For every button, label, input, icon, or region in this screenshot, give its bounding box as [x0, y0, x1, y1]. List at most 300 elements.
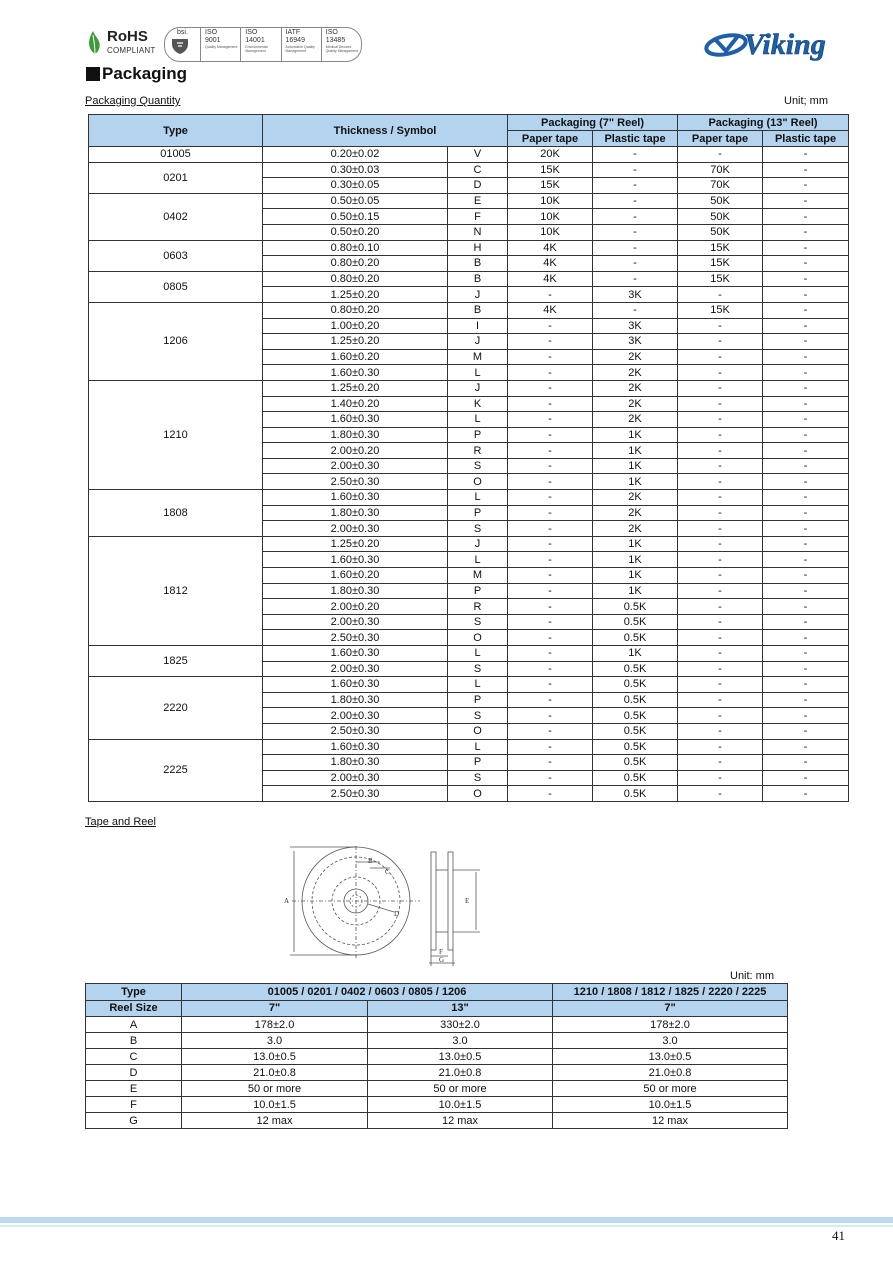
reel7-paper-cell: 4K [508, 240, 593, 256]
reel13-plastic-cell: - [763, 490, 849, 506]
thickness-cell: 1.60±0.30 [263, 739, 448, 755]
reel-size-13-group1: 13" [368, 1000, 553, 1017]
reel7-paper-cell: - [508, 661, 593, 677]
reel13-plastic-cell: - [763, 755, 849, 771]
reel13-paper-cell: - [678, 443, 763, 459]
thickness-cell: 2.50±0.30 [263, 786, 448, 802]
reel7-plastic-cell: 0.5K [593, 692, 678, 708]
table-row [89, 240, 849, 256]
reel7-paper-cell: - [508, 646, 593, 662]
dim-label-a: A [284, 897, 290, 905]
reel7-paper-cell: 15K [508, 178, 593, 194]
reel-col-type: Type [86, 984, 182, 1001]
thickness-cell: 0.30±0.03 [263, 162, 448, 178]
symbol-cell: L [448, 646, 508, 662]
group1-7in-cell: 21.0±0.8 [182, 1065, 368, 1081]
symbol-cell: L [448, 365, 508, 381]
group1-7in-cell: 10.0±1.5 [182, 1097, 368, 1113]
reel7-plastic-cell: 0.5K [593, 614, 678, 630]
symbol-cell: B [448, 256, 508, 272]
reel13-paper-cell: - [678, 458, 763, 474]
symbol-cell: F [448, 209, 508, 225]
rohs-badge [86, 27, 156, 59]
type-cell: 01005 [89, 147, 263, 163]
bsi-cert [165, 28, 201, 61]
reel7-paper-cell: 15K [508, 162, 593, 178]
reel13-plastic-cell: - [763, 256, 849, 272]
reel13-plastic-cell: - [763, 661, 849, 677]
section-title-text: Packaging [102, 64, 188, 83]
thickness-cell: 1.60±0.30 [263, 646, 448, 662]
reel13-paper-cell: - [678, 334, 763, 350]
symbol-cell: L [448, 490, 508, 506]
symbol-cell: O [448, 474, 508, 490]
reel7-paper-cell: - [508, 505, 593, 521]
reel7-plastic-cell: 0.5K [593, 677, 678, 693]
leaf-icon [86, 29, 104, 55]
reel13-plastic-cell: - [763, 334, 849, 350]
reel7-paper-cell: - [508, 536, 593, 552]
reel13-paper-cell: - [678, 474, 763, 490]
cert-desc: Quality Management [205, 45, 238, 49]
reel7-plastic-cell: 2K [593, 349, 678, 365]
table-row [86, 1065, 788, 1081]
reel13-plastic-cell: - [763, 599, 849, 615]
reel7-plastic-cell: 2K [593, 380, 678, 396]
reel7-plastic-cell: - [593, 240, 678, 256]
symbol-cell: S [448, 770, 508, 786]
reel7-plastic-cell: - [593, 224, 678, 240]
reel7-plastic-cell: 0.5K [593, 630, 678, 646]
thickness-cell: 1.80±0.30 [263, 755, 448, 771]
table-row [86, 1113, 788, 1129]
symbol-cell: V [448, 147, 508, 163]
symbol-cell: B [448, 271, 508, 287]
footer-bar [0, 1217, 893, 1223]
reel7-paper-cell: - [508, 521, 593, 537]
table-row [89, 193, 849, 209]
reel7-paper-cell: - [508, 583, 593, 599]
reel13-paper-cell: - [678, 552, 763, 568]
type-cell: 0805 [89, 271, 263, 302]
group1-13in-cell: 50 or more [368, 1081, 553, 1097]
reel7-paper-cell: - [508, 568, 593, 584]
table-row [89, 271, 849, 287]
dim-label-b: B [368, 857, 373, 865]
group1-13in-cell: 21.0±0.8 [368, 1065, 553, 1081]
thickness-cell: 0.50±0.20 [263, 224, 448, 240]
reel7-plastic-cell: - [593, 147, 678, 163]
symbol-cell: M [448, 568, 508, 584]
reel13-paper-cell: - [678, 396, 763, 412]
reel-unit: Unit: mm [730, 970, 774, 982]
reel7-paper-cell: - [508, 739, 593, 755]
reel13-plastic-cell: - [763, 271, 849, 287]
reel7-plastic-cell: 0.5K [593, 770, 678, 786]
symbol-cell: O [448, 630, 508, 646]
reel13-plastic-cell: - [763, 583, 849, 599]
dimension-cell: C [86, 1049, 182, 1065]
symbol-cell: J [448, 334, 508, 350]
reel7-paper-cell: - [508, 770, 593, 786]
reel7-paper-cell: - [508, 599, 593, 615]
reel7-plastic-cell: - [593, 178, 678, 194]
reel13-paper-cell: - [678, 723, 763, 739]
reel7-plastic-cell: 2K [593, 490, 678, 506]
reel-col-group2: 1210 / 1808 / 1812 / 1825 / 2220 / 2225 [553, 984, 788, 1001]
reel13-plastic-cell: - [763, 739, 849, 755]
symbol-cell: L [448, 677, 508, 693]
thickness-cell: 1.00±0.20 [263, 318, 448, 334]
symbol-cell: L [448, 412, 508, 428]
reel7-paper-cell: 10K [508, 209, 593, 225]
reel13-paper-cell: - [678, 646, 763, 662]
reel7-plastic-cell: 1K [593, 474, 678, 490]
thickness-cell: 2.50±0.30 [263, 474, 448, 490]
reel-col-group1: 01005 / 0201 / 0402 / 0603 / 0805 / 1206 [182, 984, 553, 1001]
reel13-paper-cell: 15K [678, 256, 763, 272]
symbol-cell: P [448, 583, 508, 599]
reel13-paper-cell: - [678, 739, 763, 755]
reel13-paper-cell: - [678, 755, 763, 771]
reel13-plastic-cell: - [763, 209, 849, 225]
reel7-plastic-cell: 2K [593, 365, 678, 381]
reel13-plastic-cell: - [763, 677, 849, 693]
group1-13in-cell: 12 max [368, 1113, 553, 1129]
col-reel-13: Packaging (13" Reel) [678, 115, 849, 131]
reel13-paper-cell: - [678, 661, 763, 677]
reel7-plastic-cell: - [593, 256, 678, 272]
reel13-paper-cell: 70K [678, 162, 763, 178]
reel13-paper-cell: - [678, 147, 763, 163]
reel13-plastic-cell: - [763, 536, 849, 552]
reel-dimensions-body [86, 1017, 788, 1129]
symbol-cell: S [448, 661, 508, 677]
table-row [86, 1017, 788, 1033]
thickness-cell: 1.60±0.30 [263, 365, 448, 381]
reel7-paper-cell: - [508, 396, 593, 412]
reel13-plastic-cell: - [763, 412, 849, 428]
reel13-paper-cell: - [678, 568, 763, 584]
reel7-plastic-cell: - [593, 193, 678, 209]
reel13-plastic-cell: - [763, 692, 849, 708]
symbol-cell: S [448, 521, 508, 537]
reel13-paper-cell: - [678, 318, 763, 334]
thickness-cell: 1.60±0.30 [263, 412, 448, 428]
reel7-plastic-cell: - [593, 302, 678, 318]
reel7-plastic-cell: 3K [593, 334, 678, 350]
group2-7in-cell: 21.0±0.8 [553, 1065, 788, 1081]
reel13-plastic-cell: - [763, 723, 849, 739]
reel7-plastic-cell: 0.5K [593, 755, 678, 771]
symbol-cell: P [448, 505, 508, 521]
reel7-paper-cell: 10K [508, 224, 593, 240]
reel13-paper-cell: - [678, 770, 763, 786]
table-row [86, 1097, 788, 1113]
table-row [89, 490, 849, 506]
table-row [89, 536, 849, 552]
col-13-plastic: Plastic tape [763, 131, 849, 147]
reel13-paper-cell: 50K [678, 193, 763, 209]
type-cell: 0201 [89, 162, 263, 193]
reel13-plastic-cell: - [763, 458, 849, 474]
thickness-cell: 2.00±0.30 [263, 708, 448, 724]
reel7-plastic-cell: - [593, 271, 678, 287]
table-row [89, 677, 849, 693]
reel7-plastic-cell: 0.5K [593, 708, 678, 724]
reel13-paper-cell: 50K [678, 224, 763, 240]
reel7-paper-cell: - [508, 630, 593, 646]
thickness-cell: 2.50±0.30 [263, 723, 448, 739]
group2-7in-cell: 10.0±1.5 [553, 1097, 788, 1113]
reel13-plastic-cell: - [763, 770, 849, 786]
reel7-plastic-cell: 2K [593, 396, 678, 412]
table-row [89, 380, 849, 396]
reel13-paper-cell: - [678, 614, 763, 630]
reel13-paper-cell: - [678, 583, 763, 599]
reel13-plastic-cell: - [763, 302, 849, 318]
reel13-plastic-cell: - [763, 474, 849, 490]
reel13-plastic-cell: - [763, 646, 849, 662]
reel7-plastic-cell: 1K [593, 552, 678, 568]
viking-logo [704, 24, 854, 62]
iso-9001-cert [201, 28, 241, 61]
thickness-cell: 1.60±0.20 [263, 568, 448, 584]
cert-desc: Automotive Quality Management [285, 45, 315, 53]
table-row [89, 739, 849, 755]
reel7-plastic-cell: 1K [593, 443, 678, 459]
thickness-cell: 0.50±0.15 [263, 209, 448, 225]
group2-7in-cell: 12 max [553, 1113, 788, 1129]
reel13-plastic-cell: - [763, 349, 849, 365]
cert-number: 16949 [285, 37, 305, 44]
reel13-paper-cell: 70K [678, 178, 763, 194]
cert-desc: Environmental Management [245, 45, 268, 53]
reel13-paper-cell: 15K [678, 240, 763, 256]
thickness-cell: 1.60±0.30 [263, 677, 448, 693]
cert-number: 9001 [205, 37, 221, 44]
table-row [89, 162, 849, 178]
dimension-cell: A [86, 1017, 182, 1033]
reel7-paper-cell: - [508, 723, 593, 739]
reel7-paper-cell: 10K [508, 193, 593, 209]
thickness-cell: 0.80±0.20 [263, 271, 448, 287]
col-thickness-symbol: Thickness / Symbol [263, 115, 508, 147]
group1-13in-cell: 3.0 [368, 1033, 553, 1049]
reel7-plastic-cell: - [593, 209, 678, 225]
reel7-plastic-cell: 1K [593, 646, 678, 662]
col-7-paper: Paper tape [508, 131, 593, 147]
symbol-cell: B [448, 302, 508, 318]
reel-dimensions-table [85, 983, 788, 1129]
reel13-plastic-cell: - [763, 396, 849, 412]
reel13-paper-cell: - [678, 677, 763, 693]
reel13-plastic-cell: - [763, 786, 849, 802]
symbol-cell: J [448, 536, 508, 552]
square-bullet-icon [86, 67, 100, 81]
certification-strip [164, 27, 362, 62]
reel13-plastic-cell: - [763, 427, 849, 443]
cert-desc: Medical Devices Quality Management [325, 45, 359, 53]
reel7-plastic-cell: 0.5K [593, 661, 678, 677]
group1-13in-cell: 330±2.0 [368, 1017, 553, 1033]
reel7-plastic-cell: 0.5K [593, 739, 678, 755]
reel13-plastic-cell: - [763, 614, 849, 630]
thickness-cell: 1.25±0.20 [263, 334, 448, 350]
reel7-paper-cell: - [508, 552, 593, 568]
symbol-cell: S [448, 614, 508, 630]
type-cell: 1808 [89, 490, 263, 537]
reel13-plastic-cell: - [763, 178, 849, 194]
packaging-quantity-table [88, 114, 849, 802]
type-cell: 1812 [89, 536, 263, 645]
reel13-plastic-cell: - [763, 162, 849, 178]
reel7-paper-cell: - [508, 334, 593, 350]
group1-7in-cell: 13.0±0.5 [182, 1049, 368, 1065]
thickness-cell: 2.00±0.30 [263, 661, 448, 677]
reel7-paper-cell: - [508, 677, 593, 693]
reel13-plastic-cell: - [763, 287, 849, 303]
symbol-cell: L [448, 552, 508, 568]
symbol-cell: P [448, 427, 508, 443]
thickness-cell: 1.60±0.20 [263, 349, 448, 365]
reel13-paper-cell: 15K [678, 271, 763, 287]
group1-7in-cell: 178±2.0 [182, 1017, 368, 1033]
table-row [89, 646, 849, 662]
viking-swoosh-icon [705, 32, 748, 58]
reel13-paper-cell: - [678, 412, 763, 428]
reel7-plastic-cell: 0.5K [593, 723, 678, 739]
iatf-16949-cert [282, 28, 322, 61]
dimension-cell: G [86, 1113, 182, 1129]
group1-13in-cell: 10.0±1.5 [368, 1097, 553, 1113]
col-reel-7: Packaging (7" Reel) [508, 115, 678, 131]
reel13-paper-cell: - [678, 365, 763, 381]
symbol-cell: S [448, 458, 508, 474]
reel13-paper-cell: - [678, 708, 763, 724]
type-cell: 2225 [89, 739, 263, 801]
thickness-cell: 0.80±0.10 [263, 240, 448, 256]
dimension-cell: E [86, 1081, 182, 1097]
reel7-paper-cell: - [508, 614, 593, 630]
symbol-cell: P [448, 692, 508, 708]
reel7-paper-cell: - [508, 490, 593, 506]
group1-7in-cell: 50 or more [182, 1081, 368, 1097]
thickness-cell: 2.00±0.20 [263, 599, 448, 615]
symbol-cell: P [448, 755, 508, 771]
thickness-cell: 0.30±0.05 [263, 178, 448, 194]
rohs-subtitle: COMPLIANT [107, 46, 156, 55]
reel7-plastic-cell: 2K [593, 505, 678, 521]
iso-14001-cert [241, 28, 281, 61]
symbol-cell: J [448, 380, 508, 396]
symbol-cell: R [448, 443, 508, 459]
thickness-cell: 1.25±0.20 [263, 536, 448, 552]
iso-13485-cert [322, 28, 361, 61]
group1-7in-cell: 12 max [182, 1113, 368, 1129]
reel13-plastic-cell: - [763, 318, 849, 334]
dimension-cell: F [86, 1097, 182, 1113]
thickness-cell: 1.60±0.30 [263, 490, 448, 506]
thickness-cell: 2.00±0.20 [263, 443, 448, 459]
reel7-paper-cell: - [508, 443, 593, 459]
table-row [86, 1049, 788, 1065]
cert-name: IATF [285, 29, 301, 36]
bsi-kitemark-icon [169, 37, 191, 55]
reel7-paper-cell: 4K [508, 256, 593, 272]
symbol-cell: M [448, 349, 508, 365]
reel13-paper-cell: - [678, 536, 763, 552]
reel7-paper-cell: - [508, 412, 593, 428]
thickness-cell: 2.00±0.30 [263, 521, 448, 537]
reel7-plastic-cell: 1K [593, 458, 678, 474]
reel-size-7-group2: 7" [553, 1000, 788, 1017]
reel13-plastic-cell: - [763, 708, 849, 724]
rohs-title: RoHS [107, 28, 148, 45]
thickness-cell: 1.25±0.20 [263, 287, 448, 303]
reel13-paper-cell: - [678, 490, 763, 506]
reel7-paper-cell: - [508, 474, 593, 490]
reel7-paper-cell: - [508, 786, 593, 802]
thickness-cell: 2.00±0.30 [263, 770, 448, 786]
brand-name: Viking [744, 28, 826, 61]
reel-size-7-group1: 7" [182, 1000, 368, 1017]
symbol-cell: E [448, 193, 508, 209]
dim-label-d: D [394, 910, 400, 918]
reel7-plastic-cell: 1K [593, 568, 678, 584]
reel13-plastic-cell: - [763, 630, 849, 646]
thickness-cell: 1.80±0.30 [263, 583, 448, 599]
symbol-cell: O [448, 786, 508, 802]
symbol-cell: D [448, 178, 508, 194]
thickness-cell: 1.80±0.30 [263, 692, 448, 708]
reel13-plastic-cell: - [763, 380, 849, 396]
reel7-plastic-cell: 0.5K [593, 786, 678, 802]
symbol-cell: C [448, 162, 508, 178]
reel13-paper-cell: - [678, 427, 763, 443]
group1-7in-cell: 3.0 [182, 1033, 368, 1049]
reel13-plastic-cell: - [763, 505, 849, 521]
reel13-plastic-cell: - [763, 521, 849, 537]
reel7-paper-cell: - [508, 287, 593, 303]
symbol-cell: H [448, 240, 508, 256]
group2-7in-cell: 178±2.0 [553, 1017, 788, 1033]
reel13-plastic-cell: - [763, 365, 849, 381]
symbol-cell: K [448, 396, 508, 412]
page-number: 41 [832, 1228, 845, 1243]
thickness-cell: 2.00±0.30 [263, 614, 448, 630]
symbol-cell: I [448, 318, 508, 334]
packaging-quantity-body [89, 147, 849, 802]
symbol-cell: N [448, 224, 508, 240]
reel7-paper-cell: - [508, 427, 593, 443]
reel7-plastic-cell: 1K [593, 583, 678, 599]
reel13-paper-cell: 15K [678, 302, 763, 318]
thickness-cell: 0.80±0.20 [263, 256, 448, 272]
packaging-quantity-heading: Packaging Quantity [85, 95, 181, 107]
thickness-cell: 1.25±0.20 [263, 380, 448, 396]
type-cell: 0402 [89, 193, 263, 240]
reel7-plastic-cell: 2K [593, 521, 678, 537]
thickness-cell: 0.20±0.02 [263, 147, 448, 163]
reel7-paper-cell: - [508, 380, 593, 396]
type-cell: 0603 [89, 240, 263, 271]
reel13-plastic-cell: - [763, 443, 849, 459]
cert-name: ISO [245, 29, 258, 36]
table-row [86, 1033, 788, 1049]
thickness-cell: 2.50±0.30 [263, 630, 448, 646]
type-cell: 1210 [89, 380, 263, 489]
